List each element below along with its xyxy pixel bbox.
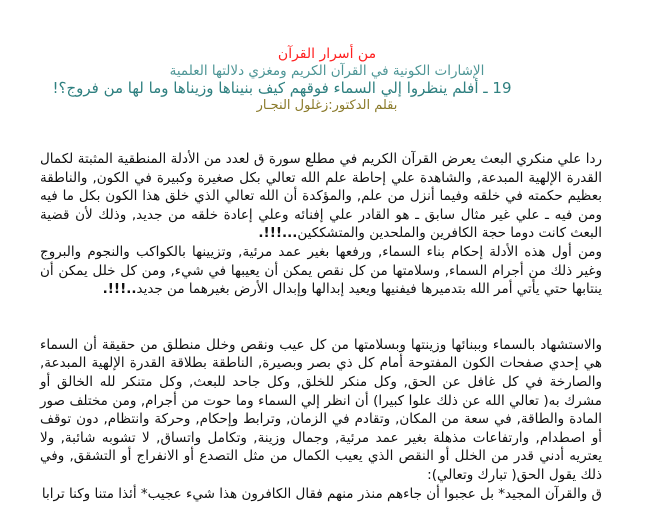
body-paragraph [40, 243, 602, 299]
paragraph-ending: ...!!!. [258, 225, 298, 242]
body-paragraph [40, 336, 602, 485]
article-title: 19 ـ أفلم ينظروا إلي السماء فوقهم كيف بنيناها وزيناها وما لها من فروج؟! [52, 79, 512, 97]
section-kicker: من أسرار القرآن [277, 46, 377, 62]
paragraph-text: ردا علي منكري البعث يعرض القرآن الكريم في مطلع سورة ق لعدد من الأدلة المنطقية المثبتة لكمال القدرة الإلهية المبدعة, والشاهدة علي إحاطة علم الله تعالي بكل صغيرة وكبيرة في الكون, والناطقة بعظيم حكمته في خلقه وفيما أنزل من علم, والمؤكدة أن الله تعالي الذي خلق هذا الكون بكل ما فيه ومن فيه ـ علي غير مثال سابق ـ هو القادر علي إفنائه وعلي إعادة خلقه من جديد, وذلك لأن قضية البعث كانت دوما حجة الكافرين والملحدين والمتشككين [40, 151, 602, 242]
paragraph-text: ق والقرآن المجيد* بل عجبوا أن جاءهم منذر منهم فقال الكافرون هذا شيء عجيب* أئذا متنا وكنا ترابا [41, 485, 602, 502]
body-paragraph [40, 150, 602, 243]
paragraph-text: ومن أول هذه الأدلة إحكام بناء السماء, ورفعها بغير عمد مرئية, وتزيينها بالكواكب والنجوم والبروج وغير ذلك من أجرام السماء, وسلامتها من كل نقص يمكن أن يعيبها في شيء, ومن كل خلل يمكن أن ينتابها حتي يأتي أمر الله بتدميرها فيفنيها ويعيد إبدالها وإبدال الأرض بغيرهما من جديد [40, 243, 602, 298]
author-byline: بقلم الدكتور:زغلول النجـار [256, 98, 398, 113]
quran-verse-paragraph [40, 485, 602, 504]
article-body [40, 150, 602, 503]
series-title: الإشارات الكونية في القرآن الكريم ومغزي دلالتها العلمية [169, 63, 485, 79]
paragraph-text: والاستشهاد بالسماء وببنائها وزينتها وبسلامتها من كل عيب ونقص وخلل منطلق من حقيقة أن السماء هي إحدي صفحات الكون المفتوحة أمام كل ذي بصر وبصيرة, الناطقة بطلاقة القدرة الإلهية المبدعة, والصارخة في كل غافل عن الحق, وكل منكر للخلق, وكل جاحد للبعث, وكل متنكر لله الخالق أو مشرك به( تعالي الله عن ذلك علوا كبيرا) أن انظر إلي السماء وما حوت من أجرام, ومن مختلف صور المادة والطاقة, في سعة من المكان, وتقادم في الزمان, وترابط وإحكام, وحركة وانتظام, دون توقف أو اصطدام, وارتفاعات مذهلة بغير عمد مرئية, وجمال وزينة, وتكامل واتساق, لا تشوبه شائبة, ولا يعتريه أدني قدر من الخلل أو النقص الذي يعيب الكمال من مثل التصدع أو الانفراج أو التشقق, وفي ذلك يقول الحق( تبارك وتعالي): [40, 336, 602, 483]
article-header [0, 46, 654, 114]
paragraph-ending: ..!!!. [102, 281, 137, 298]
